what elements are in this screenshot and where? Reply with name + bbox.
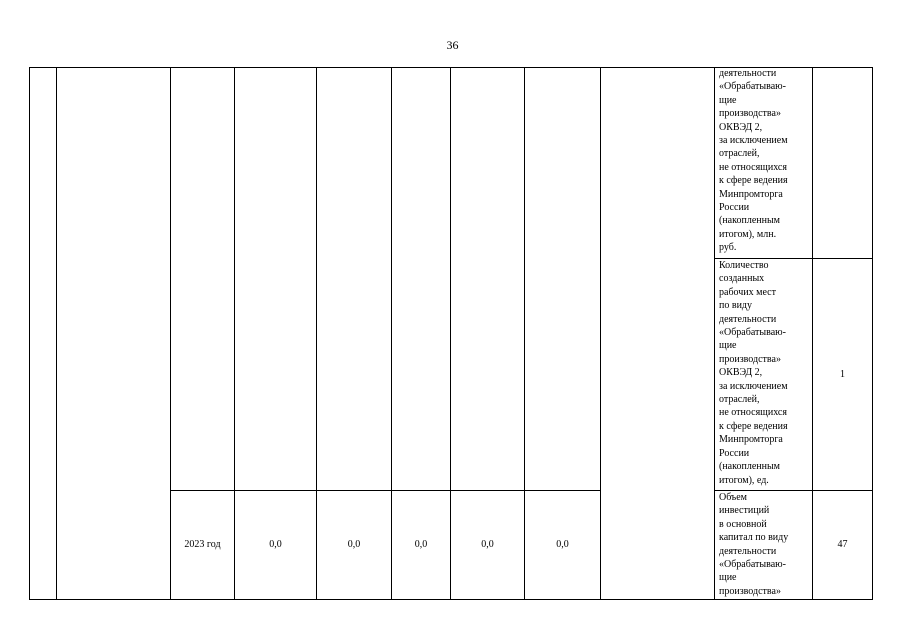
page-number: 36: [446, 38, 459, 52]
finance-value: 0,0: [269, 539, 282, 550]
indicator-value: 47: [837, 539, 848, 550]
finance-value: 0,0: [347, 539, 361, 550]
indicator-text: Объем инвестиций в основной капитал по виду деятельности «Обрабатываю- щие производства»: [719, 492, 789, 597]
finance-value: 0,0: [556, 539, 569, 550]
indicator-value: 1: [840, 369, 845, 380]
finance-value: 0,0: [481, 539, 494, 550]
year-label: 2023 год: [184, 539, 221, 550]
indicator-text: Количество созданных рабочих мест по виду деятельности «Обрабатываю- щие производства» ОКВЭД 2, за исключением отраслей, не относящихся к сфере ведения Минпромторга России (накопленным итогом), ед.: [719, 260, 788, 486]
finance-value: 0,0: [414, 539, 428, 550]
indicator-text: деятельности «Обрабатываю- щие производства» ОКВЭД 2, за исключением отраслей, не относящихся к сфере ведения Минпромторга России (накопленным итогом), млн. руб.: [719, 68, 788, 254]
